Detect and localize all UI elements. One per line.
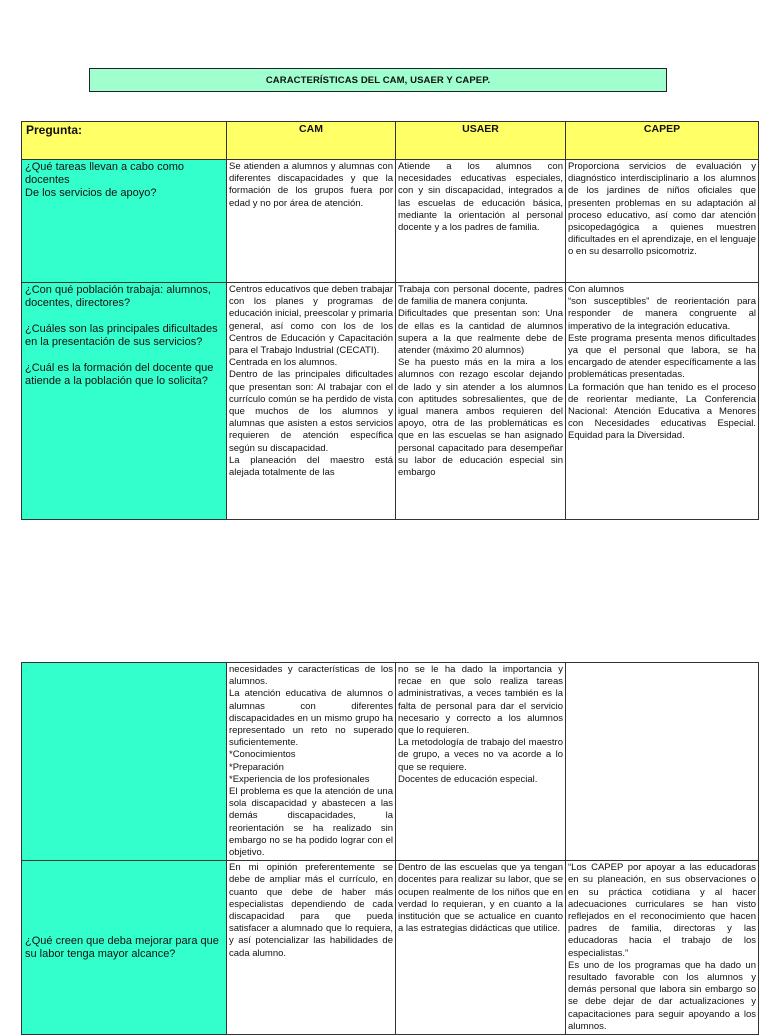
usaer-paragraph: no se le ha dado la importancia y recae en que solo realiza tareas administrativas, a veces también es la falta de personal para dar el servicio necesario y correcto a los alumnos que lo requieren. [398,664,563,737]
cam-paragraph: El problema es que la atención de una sola discapacidad y abastecen a las demás discapacidades, la reorientación se ha realizado sin embargo no se ha podido lograr con el objetivo. [229,786,393,859]
header-pregunta: Pregunta: [22,122,227,160]
cam-paragraph: La planeación del maestro está alejada totalmente de las [229,454,393,479]
question-paragraph: ¿Cuál es la formación del docente que atiende a la población que lo solicita? [25,362,214,387]
question-paragraph: ¿Con qué población trabaja: alumnos, docentes, directores? [25,284,211,309]
usaer-paragraph: Docentes de educación especial. [398,773,538,785]
document-title: CARACTERÍSTICAS DEL CAM, USAER Y CAPEP. [89,68,667,92]
cam-paragraph: La atención educativa de alumnos o alumnas con diferentes discapacidades en un mismo grupo ha representado un reto no superado suficientemente. [229,688,393,749]
capep-paragraph: Proporciona servicios de evaluación y diagnóstico interdisciplinario a los alumnos de los jardines de niños oficiales que presenten problemas en su adaptación al proceso educativo, así como dar atención psicopedagógica a quienes muestren dificultades en el aprendizaje, en el lenguaje o en su desarrollo psicomotriz. [568,161,756,258]
usaer-paragraph: Dentro de las escuelas que ya tengan docentes para realizar su labor, que se ocupen realmente de los niños que en verdad lo requieran, y en cuanto a la institución que se actualice en cuanto a las estrategias didácticas que utilice. [398,862,563,935]
table-row [22,663,759,861]
table-row [22,861,759,1035]
header-capep: CAPEP [566,122,759,160]
capep-paragraph: “son susceptibles” de reorientación para responder de manera congruente al imperativo de la integración educativa. [568,296,756,332]
question-cell [22,663,227,861]
capep-cell [566,861,759,1035]
usaer-cell [396,663,566,861]
cam-cell [227,283,396,520]
question-cell [22,160,227,283]
usaer-paragraph: La metodología de trabajo del maestro de grupo, a veces no va acorde a lo que se requiere. [398,737,563,773]
table-row [22,283,759,520]
usaer-paragraph: Atiende a los alumnos con necesidades educativas especiales, con y sin discapacidad, integrados a las escuelas de educación básica, mediante la orientación al personal docente y a los padres de familia. [398,161,563,234]
capep-cell [566,160,759,283]
table-row [22,160,759,283]
cam-paragraph: Centros educativos que deben trabajar con los planes y programas de educación inicial, preescolar y primaria general, así como con los de los Centros de Educación y Capacitación para el Trabajo Industrial (CECATI). [229,284,393,357]
cam-cell [227,861,396,1035]
cam-paragraph: Dentro de las principales dificultades que presentan son: Al trabajar con el currículo común se ha perdido de vista que muchos de los alumnos y alumnas que asisten a estos servicios requieren de atención específica según su discapacidad. [229,369,393,454]
header-cam: CAM [227,122,396,160]
question-paragraph: ¿Cuáles son las principales dificultades en la presentación de sus servicios? [25,323,218,348]
usaer-paragraph: Se ha puesto más en la mira a los alumnos con rezago escolar dejando de lado y sin atender a los alumnos con aptitudes sobresalientes, que de igual manera ambos requieren del apoyo, otra de las problemáticas es que en las escuelas se han asignado personal capacitado para desempeñar su labor de educación especial sin embargo [398,357,563,479]
question-paragraph: ¿Qué tareas llevan a cabo como docentes De los servicios de apoyo? [25,161,184,199]
usaer-paragraph: Trabaja con personal docente, padres de familia de manera conjunta. [398,284,563,308]
capep-paragraph: Con alumnos [568,284,624,295]
header-usaer: USAER [396,122,566,160]
usaer-cell [396,160,566,283]
cam-paragraph: necesidades y características de los alumnos. [229,664,393,688]
capep-paragraph: Este programa presenta menos dificultades ya que el personal que labora, se ha encargado de atender específicamente a las problemáticas presentadas. [568,332,756,381]
question-cell [22,861,227,1035]
cam-paragraph: Centrada en los alumnos. [229,357,338,369]
comparison-table-page2 [21,662,759,1035]
cam-paragraph: *Conocimientos [229,749,296,761]
capep-paragraph: La formación que han tenido es el proceso de reorientar mediante, La Conferencia Nacional: Atención Educativa a Menores con Necesidades educativas Especial. Equidad para la Diversidad. [568,381,756,442]
capep-cell [566,663,759,861]
cam-paragraph: En mi opinión preferentemente se debe de ampliar más el currículo, en cuanto que debe de haber más especialistas dependiendo de cada discapacidad para que pueda satisfacer a alumnado que lo requiera, y así potencializar las habilidades de cada alumno. [229,862,393,959]
cam-cell [227,160,396,283]
question-paragraph: ¿Qué creen que deba mejorar para que su labor tenga mayor alcance? [25,934,219,960]
capep-paragraph: Es uno de los programas que ha dado un resultado favorable con los alumnos y demás personal que labora sin embargo so se debe dejar de dar actualizaciones y capacitaciones para seguir apoyando a los alumnos. [568,959,756,1032]
table-header-row [22,122,759,160]
cam-paragraph: *Preparación [229,761,284,773]
cam-paragraph: *Experiencia de los profesionales [229,773,370,785]
usaer-cell [396,861,566,1035]
cam-paragraph: Se atienden a alumnos y alumnas con diferentes discapacidades y que la formación de los grupos fuera por edad y no por área de atención. [229,161,393,209]
cam-cell [227,663,396,861]
capep-cell [566,283,759,520]
comparison-table-page1 [21,121,759,520]
usaer-paragraph: Dificultades que presentan son: Una de ellas es la cantidad de alumnos supera a la que realmente debe de atender (máximo 20 alumnos) [398,308,563,357]
usaer-cell [396,283,566,520]
capep-paragraph: “Los CAPEP por apoyar a las educadoras en su planeación, en sus observaciones o en su práctica cotidiana y al hacer adecuaciones curriculares se han visto reflejados en el reconocimiento que hacen padres de familia, directoras y las educadoras hacia el trabajo de los especialistas.” [568,862,756,959]
question-cell [22,283,227,520]
